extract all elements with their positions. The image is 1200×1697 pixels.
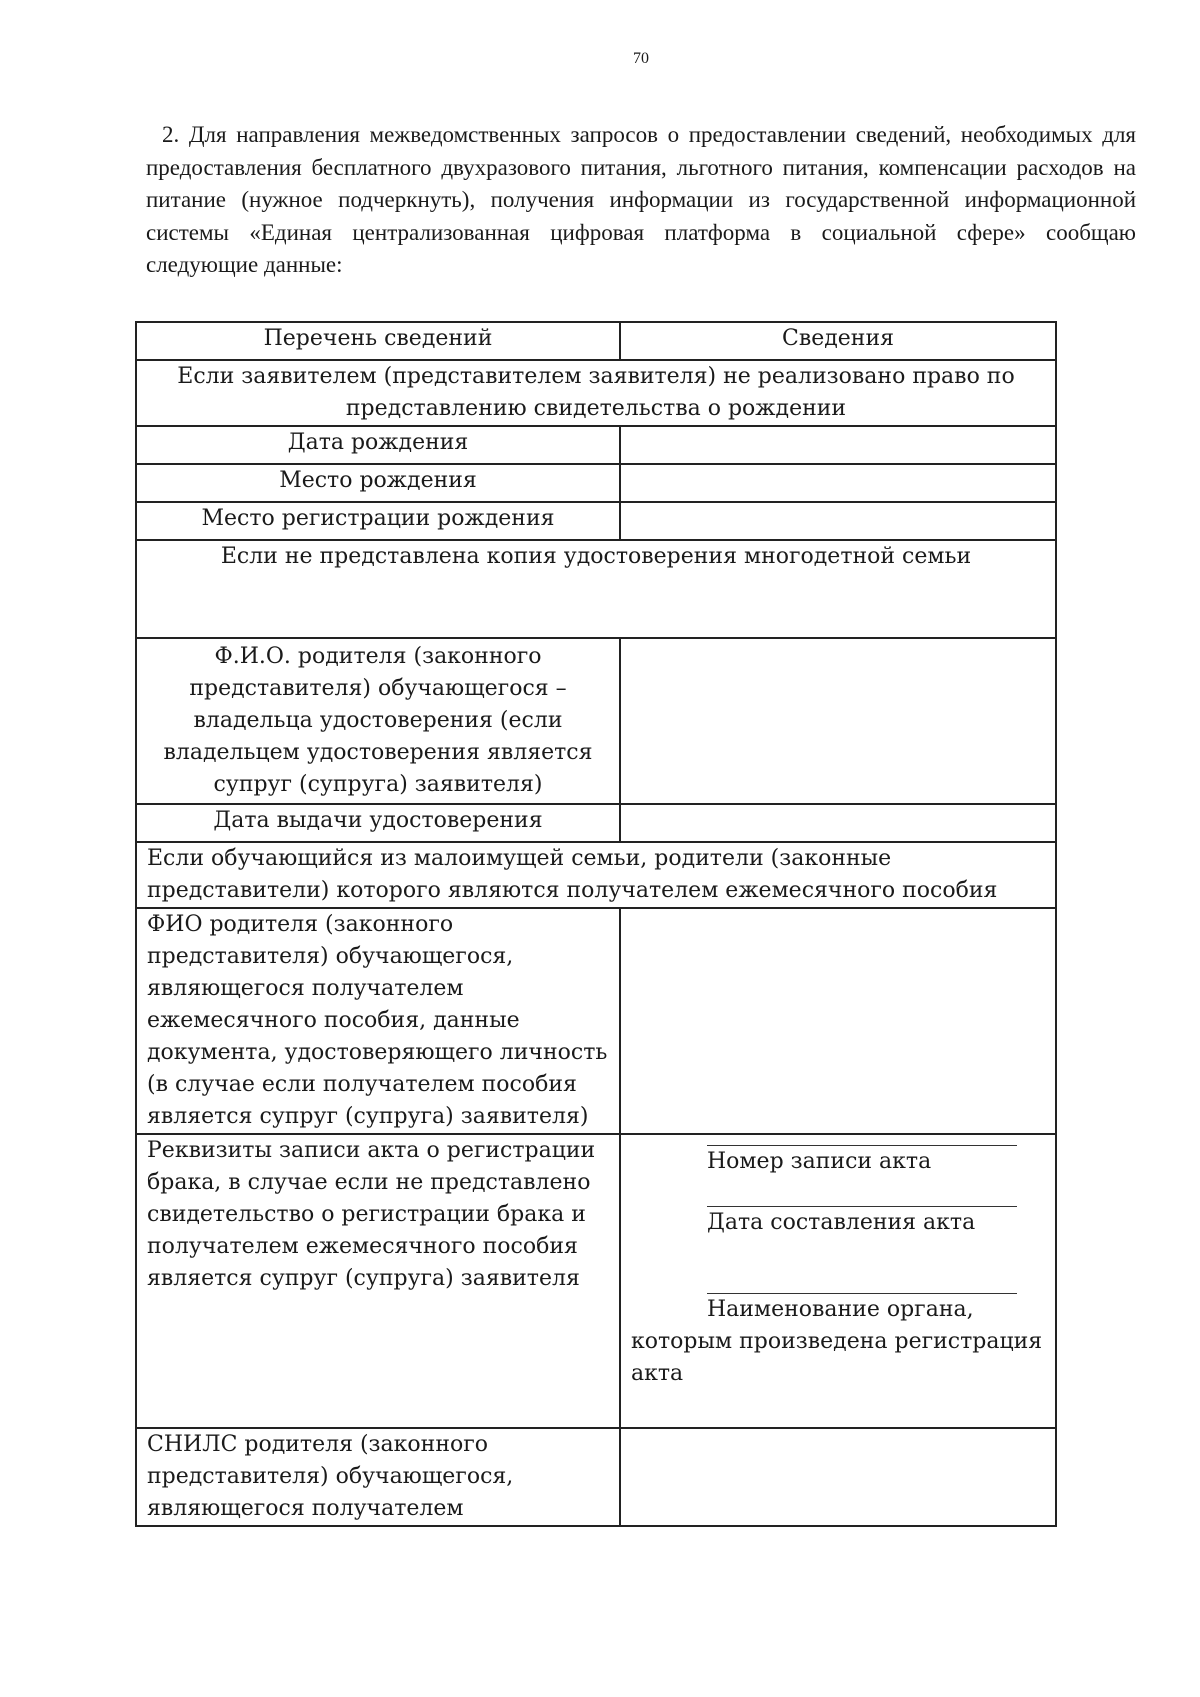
table-row: [136, 804, 1056, 842]
section-low-income: [136, 842, 1056, 908]
label-record-date: Дата составления акта: [707, 1210, 976, 1235]
row-label-marriage-record: Реквизиты записи акта о регистрации брака, в случае если не представлено свидетельство о регистрации брака и получателем ежемесячного пособия является супруг (супруга) заявителя: [136, 1134, 620, 1428]
row-value-marriage-record: [620, 1134, 1056, 1428]
label-record-number: Номер записи акта: [707, 1149, 932, 1174]
table-row: [136, 908, 1056, 1134]
table-row: [136, 426, 1056, 464]
row-value-birth-registration-place[interactable]: [620, 502, 1056, 540]
row-label-birth-place: Место рождения: [136, 464, 620, 502]
row-value-certificate-issue-date[interactable]: [620, 804, 1056, 842]
table-header-row: [136, 322, 1056, 360]
section-low-income-title: Если обучающийся из малоимущей семьи, родители (законные представители) которого являются получателем ежемесячного пособия: [136, 842, 1056, 908]
section-large-family-title: Если не представлена копия удостоверения многодетной семьи: [136, 540, 1056, 638]
section-birth-certificate: [136, 360, 1056, 426]
row-value-benefit-recipient-name[interactable]: [620, 908, 1056, 1134]
row-value-birth-place[interactable]: [620, 464, 1056, 502]
row-label-birth-date: Дата рождения: [136, 426, 620, 464]
data-form-table: [135, 321, 1057, 1527]
table-row: [136, 502, 1056, 540]
page-number: 70: [633, 50, 649, 67]
table-row: [136, 1428, 1056, 1526]
header-list-of-info: Перечень сведений: [136, 322, 620, 360]
label-registration-organ: Наименование органа, которым произведена регистрация акта: [631, 1297, 1043, 1386]
row-value-birth-date[interactable]: [620, 426, 1056, 464]
row-label-benefit-recipient-name: ФИО родителя (законного представителя) обучающегося, являющегося получателем ежемесячного пособия, данные документа, удостоверяющего личность (в случае если получателем пособия является супруг (супруга) заявителя): [136, 908, 620, 1134]
row-label-birth-registration-place: Место регистрации рождения: [136, 502, 620, 540]
row-label-certificate-owner-name: Ф.И.О. родителя (законного представителя) обучающегося – владельца удостоверения (если владельцем удостоверения является супруг (супруга) заявителя): [136, 638, 620, 804]
section-large-family: [136, 540, 1056, 638]
intro-paragraph: 2. Для направления межведомственных запросов о предоставлении сведений, необходимых для предоставления бесплатного двухразового питания, льготного питания, компенсации расходов на питание (нужное подчеркнуть), получения информации из государственной информационной системы «Единая централизованная цифровая платформа в социальной сфере» сообщаю следующие данные:: [146, 122, 1136, 277]
table-row: [136, 464, 1056, 502]
row-label-snils: СНИЛС родителя (законного представителя) обучающегося, являющегося получателем: [136, 1428, 620, 1526]
header-info: Сведения: [620, 322, 1056, 360]
section-birth-certificate-title: Если заявителем (представителем заявителя) не реализовано право по представлению свидетельства о рождении: [136, 360, 1056, 426]
table-row: [136, 1134, 1056, 1428]
row-label-certificate-issue-date: Дата выдачи удостоверения: [136, 804, 620, 842]
row-value-snils[interactable]: [620, 1428, 1056, 1526]
table-row: [136, 638, 1056, 804]
row-value-certificate-owner-name[interactable]: [620, 638, 1056, 804]
